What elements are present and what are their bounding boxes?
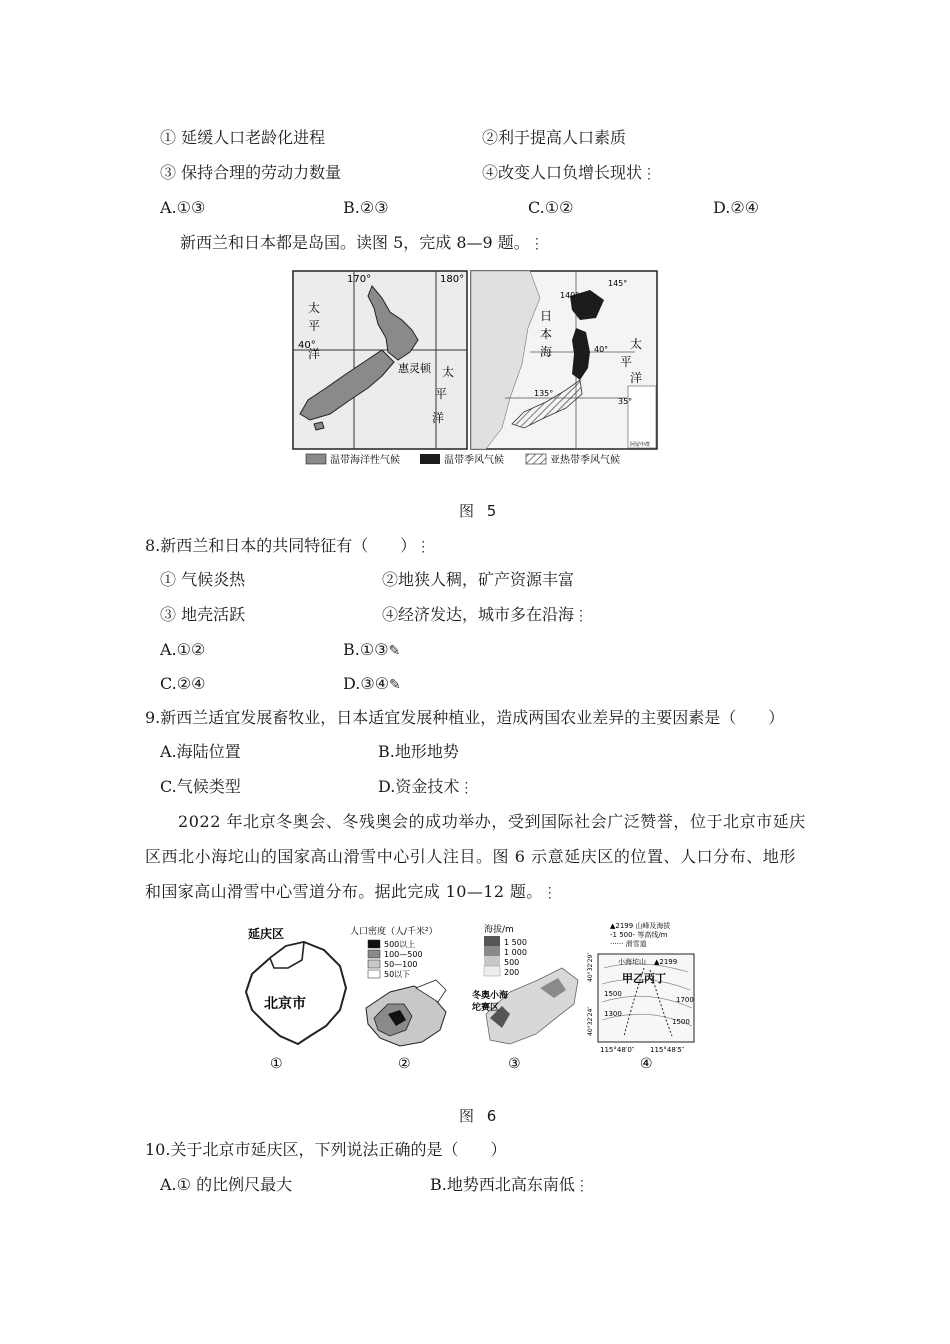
figure-6 — [240, 918, 700, 1078]
svg-text:40°32′29″: 40°32′29″ — [587, 952, 594, 982]
svg-text:延庆区: 延庆区 — [248, 927, 285, 941]
svg-text:平: 平 — [308, 319, 321, 333]
svg-text:500以上: 500以上 — [384, 940, 416, 949]
svg-text:145°: 145° — [608, 279, 628, 288]
scribble-icon: ✎ — [389, 677, 401, 693]
svg-text:1500: 1500 — [672, 1018, 690, 1026]
svg-text:④: ④ — [640, 1056, 653, 1072]
q10-answer-b: B.地势西北高东南低⋮ — [430, 1175, 589, 1194]
q7-answer-c: C.①② — [528, 198, 574, 217]
legend-subtropical-monsoon: 亚热带季风气候 — [550, 455, 620, 466]
svg-text:50以下: 50以下 — [384, 970, 411, 979]
intro-10-12-line-1: 2022 年北京冬奥会、冬残奥会的成功举办，受到国际社会广泛赞誉，位于北京市延庆 — [178, 812, 806, 831]
elevation-map — [486, 968, 578, 1044]
q7-answer-d: D.②④ — [713, 198, 760, 217]
svg-text:③: ③ — [508, 1056, 521, 1072]
svg-text:洋: 洋 — [630, 371, 643, 385]
svg-text:135°: 135° — [534, 389, 554, 398]
q9-answer-a: A.海陆位置 — [160, 742, 241, 761]
q7-option-3: ③ 保持合理的劳动力数量 — [160, 163, 342, 182]
svg-text:200: 200 — [504, 968, 520, 977]
q9-answer-c: C.气候类型 — [160, 777, 241, 796]
svg-text:惠灵顿: 惠灵顿 — [398, 362, 431, 375]
svg-text:平: 平 — [620, 355, 633, 369]
svg-text:170°: 170° — [347, 274, 372, 285]
svg-text:115°48′5″: 115°48′5″ — [650, 1046, 685, 1054]
q8-option-1: ① 气候炎热 — [160, 570, 246, 589]
svg-text:40°: 40° — [594, 345, 609, 354]
svg-text:1700: 1700 — [676, 996, 694, 1004]
svg-text:40°32′24″: 40°32′24″ — [587, 1006, 594, 1036]
q7-answer-a: A.①③ — [160, 198, 206, 217]
legend-temperate-monsoon: 温带季风气候 — [444, 455, 504, 466]
q8-option-3: ③ 地壳活跃 — [160, 605, 246, 624]
q9-stem: 9.新西兰适宜发展畜牧业，日本适宜发展种植业，造成两国农业差异的主要因素是（ ） — [145, 708, 785, 727]
q7-option-2: ②利于提高人口素质 — [482, 128, 627, 147]
svg-text:洋: 洋 — [432, 411, 445, 425]
svg-text:1300: 1300 — [604, 1010, 622, 1018]
intro-10-12-line-3: 和国家高山滑雪中心雪道分布。据此完成 10—12 题。⋮ — [145, 882, 558, 901]
q8-option-4: ④经济发达，城市多在沿海⋮ — [382, 605, 589, 624]
figure-5-caption: 图 5 — [459, 502, 501, 520]
svg-text:50—100: 50—100 — [384, 960, 418, 969]
q10-answer-a: A.① 的比例尺最大 — [160, 1175, 293, 1194]
legend-temperate-oceanic: 温带海洋性气候 — [330, 455, 400, 466]
svg-text:平: 平 — [435, 387, 448, 401]
svg-text:▲2199 山峰及海拔: ▲2199 山峰及海拔 — [610, 922, 671, 930]
intro-8-9: 新西兰和日本都是岛国。读图 5，完成 8—9 题。⋮ — [180, 233, 544, 252]
svg-text:500: 500 — [504, 958, 520, 967]
svg-text:35°: 35° — [618, 397, 633, 406]
svg-text:②: ② — [398, 1056, 411, 1072]
svg-text:100—500: 100—500 — [384, 950, 423, 959]
svg-text:阿留申群: 阿留申群 — [630, 442, 651, 448]
q9-answer-d: D.资金技术⋮ — [378, 777, 474, 796]
figure-6-caption: 图 6 — [459, 1107, 501, 1125]
q7-answer-b: B.②③ — [343, 198, 389, 217]
svg-text:太: 太 — [308, 301, 321, 315]
svg-text:······ 滑雪道: ······ 滑雪道 — [610, 940, 647, 948]
svg-text:海拔/m: 海拔/m — [484, 925, 514, 935]
svg-text:海: 海 — [540, 345, 553, 359]
svg-text:日: 日 — [540, 309, 553, 323]
q10-stem: 10.关于北京市延庆区，下列说法正确的是（ ） — [145, 1140, 507, 1159]
svg-text:人口密度（人/千米²）: 人口密度（人/千米²） — [350, 927, 438, 937]
q8-option-2: ②地狭人稠，矿产资源丰富 — [382, 570, 575, 589]
svg-text:坨赛区: 坨赛区 — [472, 1003, 500, 1013]
q7-option-1: ① 延缓人口老龄化进程 — [160, 128, 326, 147]
svg-text:①: ① — [270, 1056, 283, 1072]
svg-text:北京市: 北京市 — [264, 996, 306, 1012]
svg-text:冬奥小海: 冬奥小海 — [472, 991, 509, 1001]
svg-text:1500: 1500 — [604, 990, 622, 998]
svg-text:甲乙丙丁: 甲乙丙丁 — [622, 972, 666, 985]
svg-text:本: 本 — [540, 327, 553, 341]
svg-text:-1 500- 等高线/m: -1 500- 等高线/m — [610, 931, 668, 939]
q8-answer-c: C.②④ — [160, 674, 206, 693]
legend-temperate-monsoon-swatch — [420, 454, 440, 464]
q9-answer-b: B.地形地势 — [378, 742, 459, 761]
svg-text:太: 太 — [442, 365, 455, 379]
intro-10-12-line-2: 区西北小海坨山的国家高山滑雪中心引人注目。图 6 示意延庆区的位置、人口分布、地形 — [145, 847, 796, 866]
svg-text:180°: 180° — [440, 274, 465, 285]
figure-5 — [290, 268, 660, 468]
legend-temperate-oceanic-swatch — [306, 454, 326, 464]
svg-text:小海坨山: 小海坨山 — [618, 958, 646, 966]
q8-answer-b: B.①③✎ — [343, 640, 401, 659]
q8-answer-a: A.①② — [160, 640, 206, 659]
q8-stem: 8.新西兰和日本的共同特征有（ ）⋮ — [145, 536, 431, 555]
q8-answer-d: D.③④✎ — [343, 674, 401, 693]
svg-text:▲2199: ▲2199 — [654, 958, 678, 966]
svg-text:115°48′0″: 115°48′0″ — [600, 1046, 635, 1054]
svg-text:太: 太 — [630, 337, 643, 351]
svg-text:1 000: 1 000 — [504, 948, 527, 957]
svg-text:1 500: 1 500 — [504, 938, 527, 947]
svg-text:40°: 40° — [298, 340, 316, 351]
svg-text:140°: 140° — [560, 291, 580, 300]
q7-option-4: ④改变人口负增长现状⋮ — [482, 163, 657, 182]
legend-subtropical-monsoon-swatch — [526, 454, 546, 464]
scribble-icon: ✎ — [388, 643, 401, 659]
svg-text:洋: 洋 — [308, 347, 321, 361]
